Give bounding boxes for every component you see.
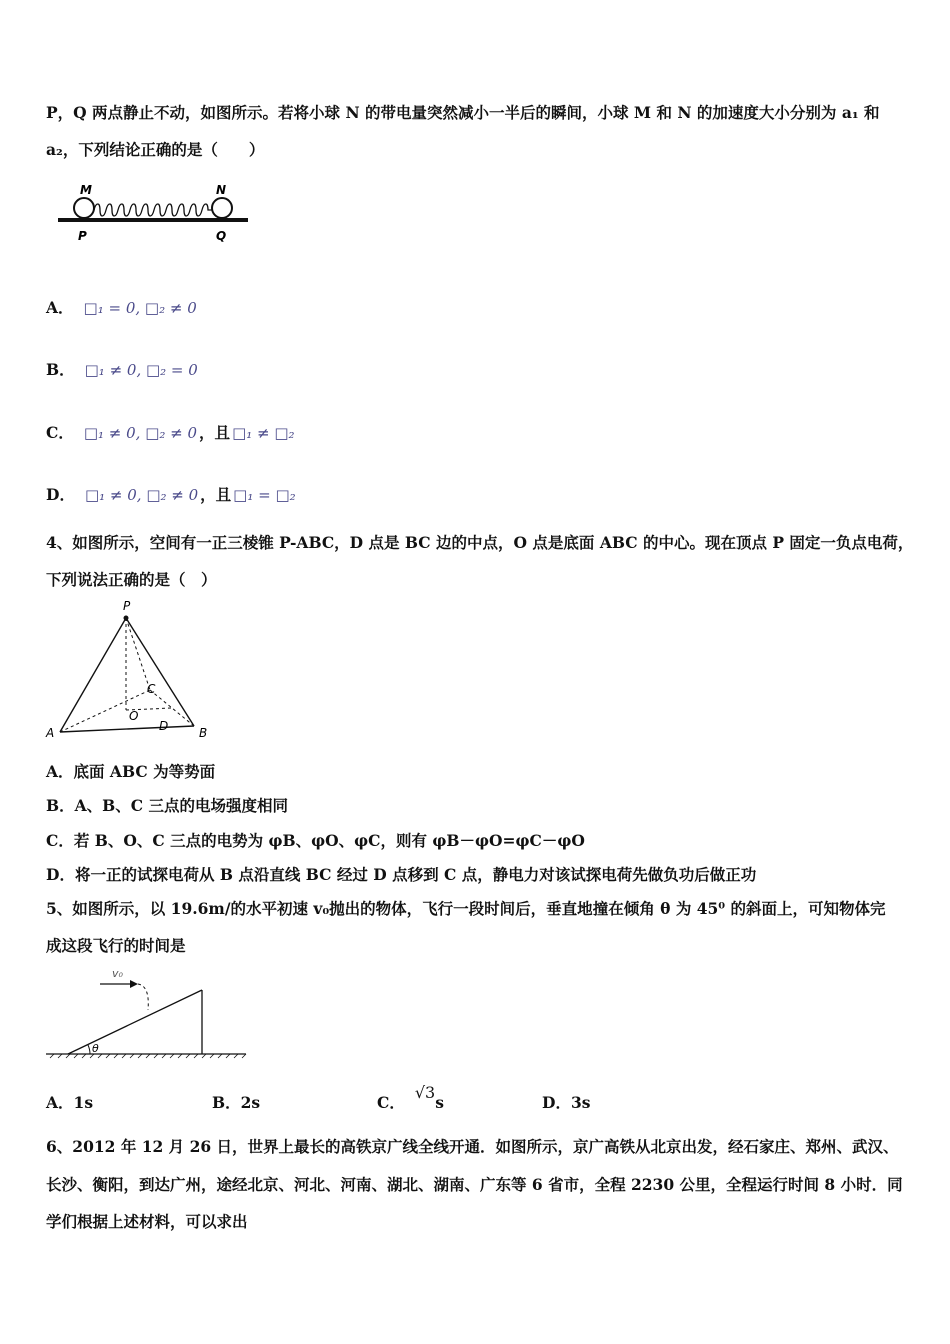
q5-incline-figure [46,962,252,1062]
q3-option-d-extra: □₁ = □₂ [233,486,296,504]
q3-option-a[interactable]: A． □₁ = 0, □₂ ≠ 0 [46,298,197,317]
vertex-b-label: B [199,726,208,740]
q6-stem-line2: 长沙、衡阳，到达广州，途经北京、河北、河南、湖北、湖南、广东等 6 省市，全程 2230 公里，全程运行时间 8 小时．同 [46,1175,903,1194]
vertex-c-label: C [147,682,156,696]
q3-option-c-formula: □₁ ≠ 0, □₂ ≠ 0 [83,424,198,442]
q4-option-d[interactable]: D．将一正的试探电荷从 B 点沿直线 BC 经过 D 点移到 C 点，静电力对该试探电荷先做负功后做正功 [46,865,757,884]
edge-pc [126,618,150,690]
q6-stem-line1: 6、2012 年 12 月 26 日，世界上最长的高铁京广线全线开通．如图所示，京广高铁从北京出发，经石家庄、郑州、武汉、 [46,1137,899,1156]
point-o-label: O [129,709,139,723]
q4-option-a[interactable]: A．底面 ABC 为等势面 [46,762,216,781]
trajectory [138,984,148,1010]
q3-option-c[interactable]: C． □₁ ≠ 0, □₂ ≠ 0 ，且 □₁ ≠ □₂ [46,423,295,442]
label-m: M [80,183,92,197]
theta-label: θ [92,1042,99,1055]
q3-option-d[interactable]: D． □₁ ≠ 0, □₂ ≠ 0 ，且 □₁ = □₂ [46,485,296,504]
q5-stem-line1: 5、如图所示，以 19.6m/的水平初速 v₀抛出的物体，飞行一段时间后，垂直地撞在倾角 θ 为 45⁰ 的斜面上，可知物体完 [46,899,886,918]
q3-option-b[interactable]: B． □₁ ≠ 0, □₂ = 0 [46,360,198,379]
v0-label: v₀ [112,967,123,980]
vertex-a-label: A [46,726,55,740]
angle-arc [88,1045,90,1054]
q3-option-a-formula: □₁ = 0, □₂ ≠ 0 [83,299,197,317]
label-p: P [78,229,87,243]
q5-option-d[interactable]: D．3s [542,1093,591,1112]
q4-option-b[interactable]: B．A、B、C 三点的电场强度相同 [46,796,288,815]
q3-stem-line2: a₂，下列结论正确的是（ ） [46,140,265,159]
label-q: Q [216,229,227,243]
q4-pyramid-figure [44,598,214,740]
edge-ab [60,726,194,732]
q3-stem-line1: P，Q 两点静止不动，如图所示。若将小球 N 的带电量突然减小一半后的瞬间，小球 M 和 N 的加速度大小分别为 a₁ 和 [46,103,880,122]
label-n: N [216,183,227,197]
q4-option-c[interactable]: C．若 B、O、C 三点的电势为 φB、φO、φC，则有 φB－φO=φC－φO [46,831,585,850]
q3-option-b-formula: □₁ ≠ 0, □₂ = 0 [84,361,198,379]
q3-option-c-extra: □₁ ≠ □₂ [232,424,295,442]
floor [58,218,248,222]
q6-stem-line3: 学们根据上述材料，可以求出 [46,1212,248,1231]
q5-option-c[interactable]: C．√3s [377,1083,444,1112]
ball-n [212,198,232,218]
q4-stem-line2: 下列说法正确的是（ ） [46,570,217,589]
q4-stem-line1: 4、如图所示，空间有一正三棱锥 P-ABC，D 点是 BC 边的中点，O 点是底面 ABC 的中心。现在顶点 P 固定一负点电荷， [46,533,914,552]
point-d-label: D [159,719,169,733]
ball-m [74,198,94,218]
q5-stem-line2: 成这段飞行的时间是 [46,936,186,955]
q3-option-d-formula: □₁ ≠ 0, □₂ ≠ 0 [84,486,199,504]
q3-spring-figure [56,180,256,244]
vertex-p-label: P [123,599,131,613]
sqrt3-value: √3 [414,1083,436,1102]
edge-pa [60,618,126,732]
incline [68,990,202,1054]
q5-option-b[interactable]: B．2s [212,1093,261,1112]
q5-option-a[interactable]: A．1s [46,1093,94,1112]
spring [94,204,212,216]
